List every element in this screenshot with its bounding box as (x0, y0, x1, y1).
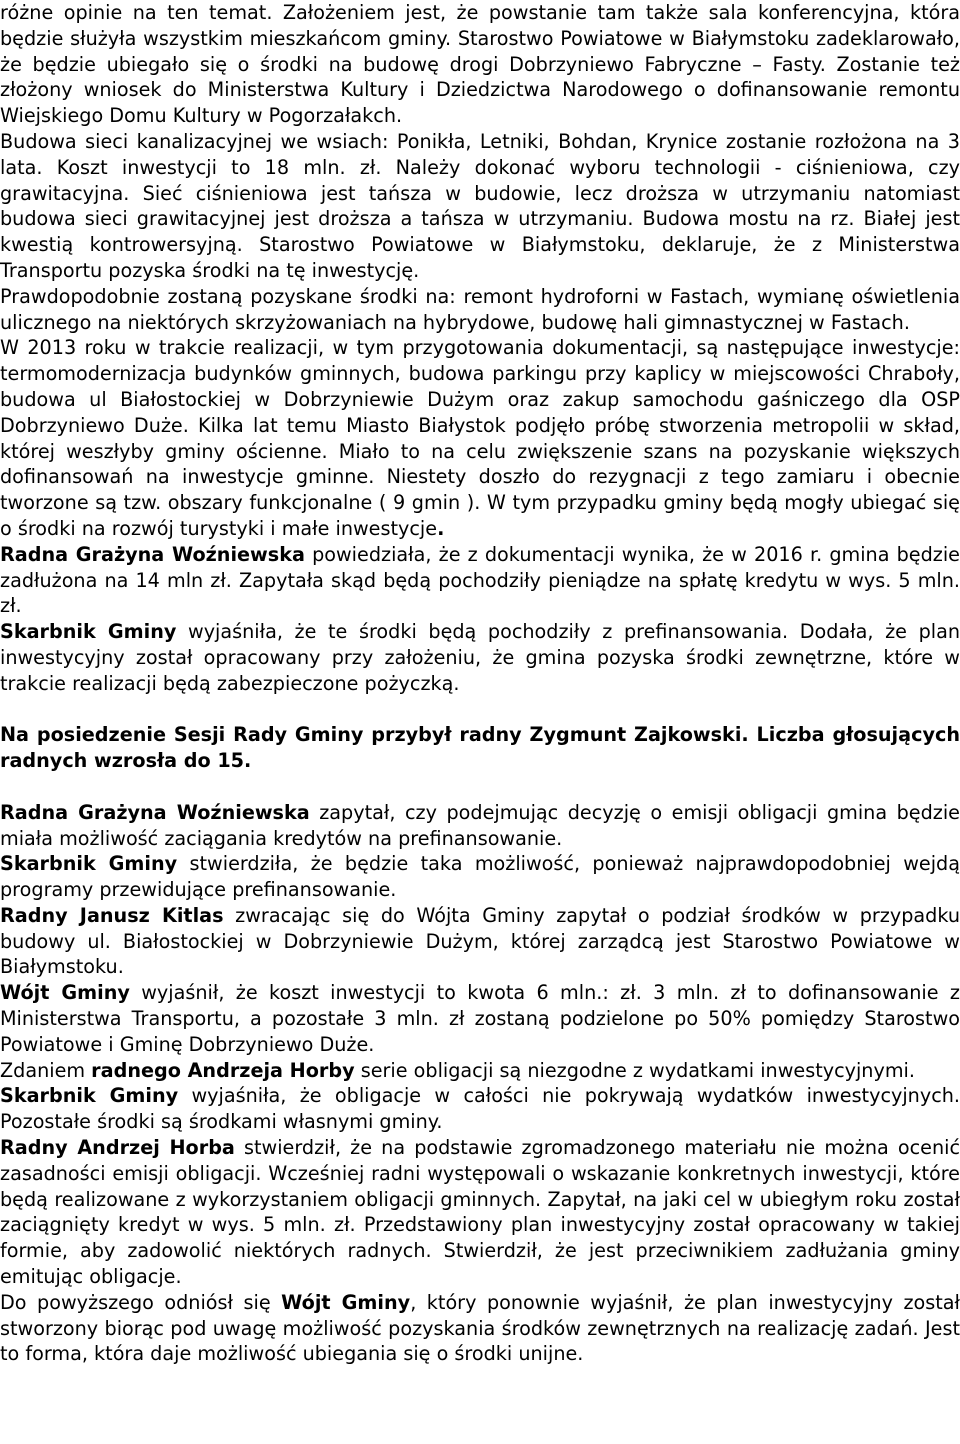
speaker-name: Wójt Gminy (0, 981, 130, 1005)
paragraph (0, 542, 960, 619)
text: wyjaśniła, że te środki będą pochodziły z prefinansowania. Dodała, że plan inwestycyjny został opracowany przy założeniu, że gmina pozyska środki zewnętrzne, które w trakcie realizacji będą zabezpieczone pożyczką. (0, 620, 960, 695)
speaker-name: Radna Grażyna Woźniewska (0, 800, 310, 824)
announcement: Na posiedzenie Sesji Rady Gminy przybył radny Zygmunt Zajkowski. Liczba głosujących radnych wzrosła do 15. (0, 723, 960, 773)
speaker-name: Radny Janusz Kitlas (0, 903, 224, 927)
speaker-name: Skarbnik Gminy (0, 852, 178, 876)
paragraph (0, 722, 960, 774)
speaker-name: Radna Grażyna Woźniewska (0, 542, 305, 566)
speaker-name: Skarbnik Gminy (0, 1084, 179, 1108)
text: , który ponownie wyjaśnił, że plan inwestycyjny został stworzony biorąc pod uwagę możliwość pozyskania środków zewnętrznych na realizację zadań. Jest to forma, która daje możliwość ubiegania się o środki unijne. (0, 1290, 960, 1366)
speaker-name: Wójt Gminy (281, 1290, 411, 1314)
speaker-name: Radny Andrzej Horba (0, 1136, 235, 1160)
text: wyjaśnił, że koszt inwestycji to kwota 6 mln.: zł. 3 mln. zł to dofinansowanie z Ministerstwa Transportu, a pozostałe 3 mln. zł zostaną podzielone po 50% pomiędzy Starostwo Powiatowe i Gminę Dobrzyniewo Duże. (0, 981, 960, 1056)
text: Do powyższego odniósł się (0, 1290, 282, 1314)
paragraph (0, 1058, 960, 1084)
text: powiedziała, że z dokumentacji wynika, że w 2016 r. gmina będzie zadłużona na 14 mln zł. Zapytała skąd będą pochodziły pieniądze na spłatę kredytu w wys. 5 mln. zł. (0, 542, 960, 618)
text: różne opinie na ten temat. Założeniem jest, że powstanie tam także sala konferencyjna, która będzie służyła wszystkim mieszkańcom gminy. Starostwo Powiatowe w Białymstoku zadeklarowało, że będzie ubiegało się o środki na budowę drogi Dobrzyniewo Fabryczne – Fasty. Zostanie też złożony wniosek do Ministerstwa Kultury i Dziedzictwa Narodowego o dofinansowanie remontu Wiejskiego Domu Kultury w Pogorzałakch. (0, 1, 960, 128)
text: W 2013 roku w trakcie realizacji, w tym przygotowania dokumentacji, są następujące inwestycje: termomodernizacja budynków gminnych, budowa parkingu przy kaplicy w miejscowości Chraboły, budowa ul Białostockiej w Dobrzyniewie Dużym oraz zakup samochodu gaśniczego dla OSP Dobrzyniewo Duże. Kilka lat temu Miasto Białystok podjęło próbę stworzenia metropolii w skład, której weszłyby gminy ościenne. Miało to na celu zwiększenie szans na pozyskanie większych dofinansowań na inwestycje gminne. Niestety doszło do rezygnacji z tego zamiaru i obecnie tworzone są tzw. obszary funkcjonalne ( 9 gmin ). W tym przypadku gminy będą mogły ubiegać się o środki na rozwój turystyki i małe inwestycje (0, 336, 960, 540)
text: Zdaniem (0, 1058, 92, 1082)
text: Prawdopodobnie zostaną pozyskane środki na: remont hydroforni w Fastach, wymianę oświetlenia ulicznego na niektórych skrzyżowaniach na hybrydowe, budowę hali gimnastycznej w Fastach. (0, 284, 960, 334)
paragraph (0, 335, 960, 541)
paragraph (0, 851, 960, 903)
paragraph (0, 129, 960, 284)
text: wyjaśniła, że obligacje w całości nie pokrywają wydatków inwestycyjnych. Pozostałe środki są środkami własnymi gminy. (0, 1084, 960, 1134)
speaker-name: Skarbnik Gminy (0, 620, 177, 644)
paragraph (0, 980, 960, 1057)
text: stwierdził, że na podstawie zgromadzonego materiału nie można ocenić zasadności emisji obligacji. Wcześniej radni występowali o wskazanie konkretnych inwestycji, które będą realizowane z wykorzystaniem obligacji gminnych. Zapytał, na jaki cel w ubiegłym roku został zaciągnięty kredyt w wys. 5 mln. zł. Przedstawiony plan inwestycyjny został opracowany w takiej formie, aby zadowolić niektórych radnych. Stwierdził, że jest przeciwnikiem zadłużania gminy emitując obligacje. (0, 1136, 960, 1289)
text: Budowa sieci kanalizacyjnej we wsiach: Ponikła, Letniki, Bohdan, Krynice zostanie rozłożona na 3 lata. Koszt inwestycji to 18 mln. zł. Należy dokonać wyboru technologii - ciśnieniowa, czy grawitacyjna. Sieć ciśnieniowa jest tańsza w budowie, lecz droższa w utrzymaniu natomiast budowa sieci grawitacyjnej jest droższa a tańsza w utrzymaniu. Budowa mostu na rz. Białej jest kwestią kontrowersyjną. Starostwo Powiatowe w Białymstoku, deklaruje, że z Ministerstwa Transportu pozyska środki na tę inwestycję. (0, 129, 960, 282)
paragraph (0, 619, 960, 696)
paragraph (0, 1290, 960, 1367)
paragraph (0, 284, 960, 336)
bold-text: . (437, 516, 445, 540)
speaker-name: radnego Andrzeja Horby (91, 1058, 355, 1082)
text: zapytał, czy podejmując decyzję o emisji obligacji gmina będzie miała możliwość zaciągania kredytów na prefinansowanie. (0, 800, 960, 850)
text: stwierdziła, że będzie taka możliwość, ponieważ najprawdopodobniej wejdą programy przewidujące prefinansowanie. (0, 852, 960, 902)
blank-line (0, 697, 960, 723)
paragraph (0, 0, 960, 129)
text: serie obligacji są niezgodne z wydatkami inwestycyjnymi. (354, 1058, 915, 1082)
blank-line (0, 774, 960, 800)
paragraph (0, 1135, 960, 1290)
paragraph (0, 800, 960, 852)
text: zwracając się do Wójta Gminy zapytał o podział środków w przypadku budowy ul. Białostockiej w Dobrzyniewie Dużym, której zarządcą jest Starostwo Powiatowe w Białymstoku. (0, 903, 960, 979)
paragraph (0, 903, 960, 980)
paragraph (0, 1083, 960, 1135)
